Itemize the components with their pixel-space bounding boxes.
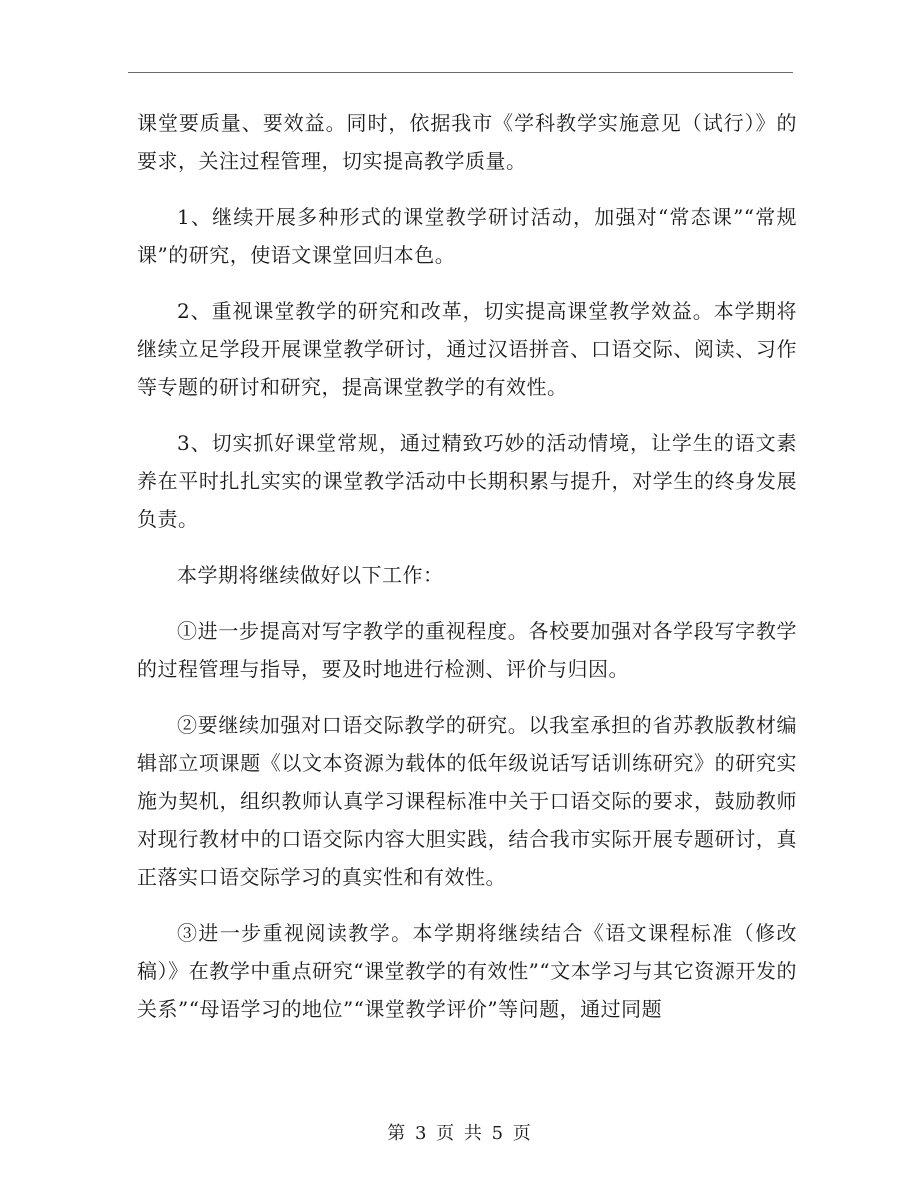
paragraph-8: ③进一步重视阅读教学。本学期将继续结合《语文课程标准（修改稿）》在教学中重点研究“课堂教学的有效性”“文本学习与其它资源开发的关系”“母语学习的地位”“课堂教学评价”等问题，通过同题 — [137, 921, 797, 1021]
document-body — [137, 104, 797, 1028]
paragraph-4: 3、切实抓好课堂常规，通过精致巧妙的活动情境，让学生的语文素养在平时扎扎实实的课堂教学活动中长期积累与提升，对学生的终身发展负责。 — [137, 431, 797, 531]
paragraph-3: 2、重视课堂教学的研究和改革，切实提高课堂教学效益。本学期将继续立足学段开展课堂教学研讨，通过汉语拼音、口语交际、阅读、习作等专题的研讨和研究，提高课堂教学的有效性。 — [137, 299, 797, 399]
paragraph-7: ②要继续加强对口语交际教学的研究。以我室承担的省苏教版教材编辑部立项课题《以文本资源为载体的低年级说话写话训练研究》的研究实施为契机，组织教师认真学习课程标准中关于口语交际的要求，鼓励教师对现行教材中的口语交际内容大胆实践，结合我市实际开展专题研讨，真正落实口语交际学习的真实性和有效性。 — [137, 713, 797, 889]
page-footer: 第 3 页 共 5 页 — [387, 1123, 533, 1144]
paragraph-5: 本学期将继续做好以下工作： — [177, 563, 444, 587]
paragraph-1: 课堂要质量、要效益。同时，依据我市《学科教学实施意见（试行）》的要求，关注过程管理，切实提高教学质量。 — [137, 111, 797, 173]
paragraph-6: ①进一步提高对写字教学的重视程度。各校要加强对各学段写字教学的过程管理与指导，要及时地进行检测、评价与归因。 — [137, 619, 797, 681]
paragraph-2: 1、继续开展多种形式的课堂教学研讨活动，加强对“常态课”“常规课”的研究，使语文课堂回归本色。 — [137, 205, 797, 267]
header-rule — [128, 72, 793, 73]
